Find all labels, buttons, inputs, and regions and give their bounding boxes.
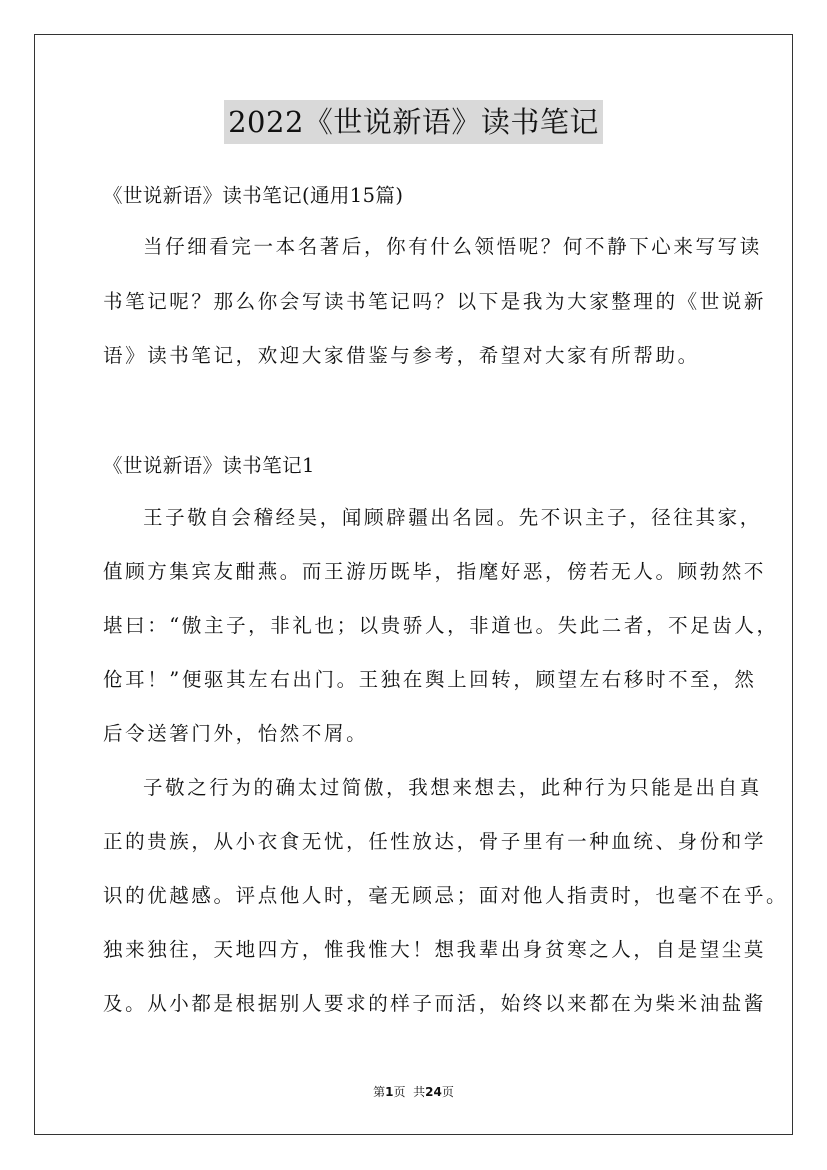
page-footer [0, 1083, 827, 1100]
paragraph1-line-5: 后令送箸门外，怡然不屑。 [103, 722, 369, 745]
footer-mid: 页 共 [393, 1085, 426, 1099]
intro-line-2: 书笔记呢？那么你会写读书笔记吗？以下是我为大家整理的《世说新 [103, 290, 767, 313]
paragraph2-line-5: 及。从小都是根据别人要求的样子而活，始终以来都在为柴米油盐酱 [103, 992, 767, 1015]
section-heading: 《世说新语》读书笔记1 [103, 454, 315, 477]
document-title: 2022《世说新语》读书笔记 [224, 100, 603, 144]
total-pages: 24 [425, 1085, 442, 1099]
paragraph2-line-2: 正的贵族，从小衣食无忧，任性放达，骨子里有一种血统、身份和学 [103, 830, 767, 853]
paragraph1-line-1: 王子敬自会稽经吴，闻顾辟疆出名园。先不识主子，径往其家， [143, 506, 762, 529]
title-container [0, 100, 827, 144]
footer-prefix: 第 [373, 1085, 386, 1099]
subtitle: 《世说新语》读书笔记(通用15篇) [103, 184, 404, 207]
paragraph2-line-4: 独来独往，天地四方，惟我惟大！想我辈出身贫寒之人，自是望尘莫 [103, 938, 767, 961]
current-page-number: 1 [385, 1085, 394, 1099]
paragraph1-line-2: 值顾方集宾友酣燕。而王游历既毕，指麾好恶，傍若无人。顾勃然不 [103, 560, 767, 583]
paragraph2-line-3: 识的优越感。评点他人时，毫无顾忌；面对他人指责时，也毫不在乎。 [103, 884, 789, 907]
intro-line-3: 语》读书笔记，欢迎大家借鉴与参考，希望对大家有所帮助。 [103, 344, 700, 367]
footer-suffix: 页 [441, 1085, 454, 1099]
paragraph1-line-3: 堪曰：“傲主子，非礼也；以贵骄人，非道也。失此二者，不足齿人， [103, 614, 779, 637]
paragraph1-line-4: 伧耳！”便驱其左右出门。王独在舆上回转，顾望左右移时不至，然 [103, 668, 757, 691]
intro-line-1: 当仔细看完一本名著后，你有什么领悟呢？何不静下心来写写读 [143, 235, 762, 258]
paragraph2-line-1: 子敬之行为的确太过简傲，我想来想去，此种行为只能是出自真 [143, 776, 762, 799]
